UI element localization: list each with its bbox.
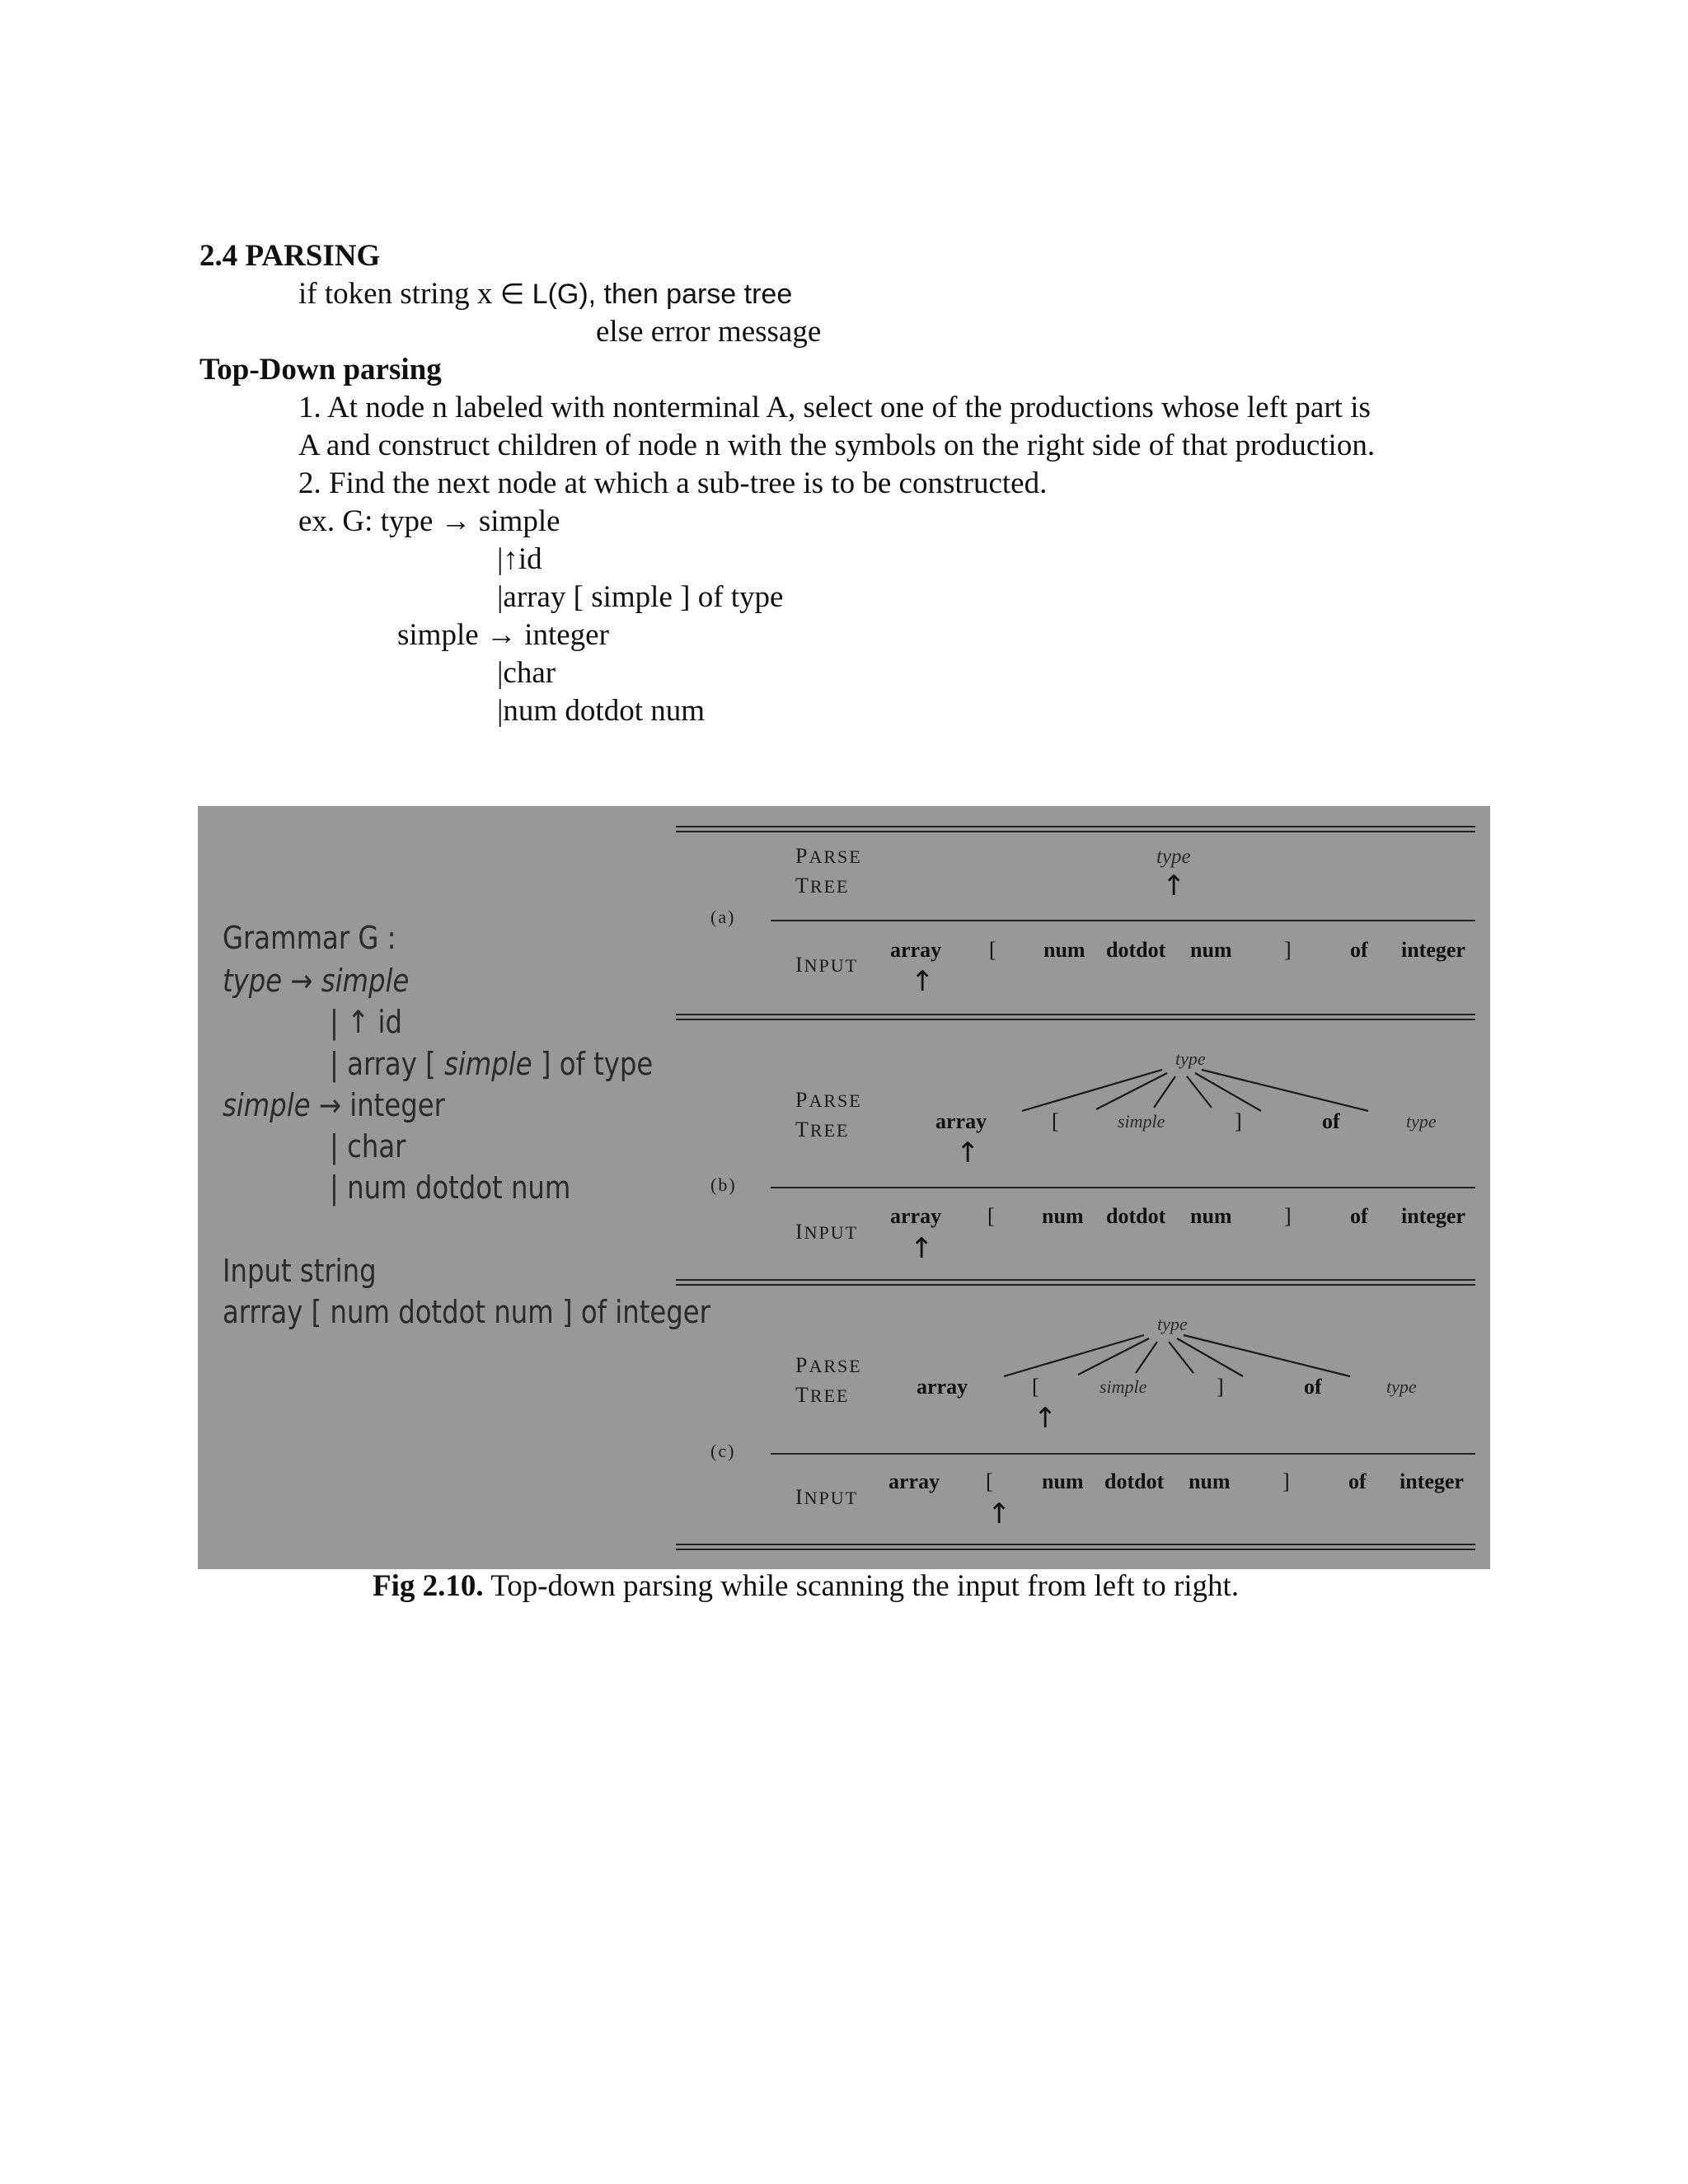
grammar-alt-char: | char xyxy=(330,1128,406,1165)
grammar-arrow: → xyxy=(282,963,321,999)
figure-caption xyxy=(373,1568,1239,1605)
input-c-token-integer: integer xyxy=(1400,1469,1464,1493)
section-title: 2.4 PARSING xyxy=(199,239,381,273)
grammar-alt-num: | num dotdot num xyxy=(330,1169,571,1206)
step1-line-a: 1. At node n labeled with nonterminal A, select one of the productions whose left part is xyxy=(298,391,1371,424)
input-a-token-dotdot: dotdot xyxy=(1106,938,1166,962)
grammar-alt-array-a: | array [ xyxy=(330,1046,444,1082)
caption-label: Fig 2.10. xyxy=(373,1569,484,1603)
tree-label-c-rest: REE xyxy=(809,1385,850,1406)
tree-a-pointer: ↑ xyxy=(1162,869,1186,902)
parse-label-a-rest: ARSE xyxy=(809,846,862,867)
panel-label-a: (a) xyxy=(710,907,736,927)
input-c-token-array: array xyxy=(889,1469,940,1493)
input-a-token-integer: integer xyxy=(1401,938,1465,962)
input-b-token-array: array xyxy=(890,1204,942,1228)
parse-label-b-rest: ARSE xyxy=(809,1090,862,1111)
tree-b-child-rbracket: ] xyxy=(1235,1109,1242,1133)
edge-c-array xyxy=(1004,1335,1144,1376)
tree-c-child-simple: simple xyxy=(1100,1376,1147,1397)
input-label-b-rest: NPUT xyxy=(804,1222,859,1243)
parse-label-c-cap: P xyxy=(795,1353,809,1377)
grammar-type-nt: type xyxy=(223,963,283,999)
edge-b-of xyxy=(1195,1073,1261,1111)
input-b-pointer: ↑ xyxy=(910,1232,934,1265)
tree-label-a-rest: REE xyxy=(809,876,850,897)
caption-text: Top-down parsing while scanning the input from left to right. xyxy=(483,1569,1240,1603)
input-a-token-num1: num xyxy=(1043,938,1085,962)
parse-label-a-cap: P xyxy=(795,844,809,868)
tree-label-a-cap: T xyxy=(795,874,810,898)
topdown-heading: Top-Down parsing xyxy=(199,353,442,387)
tree-b-pointer: ↑ xyxy=(956,1137,980,1169)
input-b-token-of: of xyxy=(1350,1204,1368,1228)
tree-b-root: type xyxy=(1175,1048,1206,1069)
example-line-4: simple → integer xyxy=(397,618,609,652)
input-b-token-rbracket: ] xyxy=(1284,1204,1292,1228)
step1-line-b: A and construct children of node n with the symbols on the right side of that production. xyxy=(298,429,1376,462)
tree-c-child-rbracket: ] xyxy=(1217,1375,1224,1399)
step2-line: 2. Find the next node at which a sub-tree is to be constructed. xyxy=(298,466,1048,500)
tree-a-root: type xyxy=(1156,846,1191,868)
tree-c-child-array: array xyxy=(917,1375,968,1399)
tree-c-pointer: ↑ xyxy=(1034,1402,1057,1435)
tree-label-c-cap: T xyxy=(795,1383,810,1407)
input-a-pointer: ↑ xyxy=(911,965,935,998)
input-label-c-rest: NPUT xyxy=(804,1488,859,1508)
edge-c-simple xyxy=(1136,1342,1157,1373)
parse-figure xyxy=(198,806,1490,1569)
input-c-token-num2: num xyxy=(1189,1469,1231,1493)
grammar-alt-array-c: ] of type xyxy=(532,1046,654,1082)
intro-line-1-serif: if token string x xyxy=(298,277,500,311)
tree-c-child-lbracket: [ xyxy=(1032,1375,1039,1399)
grammar-alt-array-simple: simple xyxy=(443,1046,532,1082)
example-line-6: |num dotdot num xyxy=(497,694,706,728)
panel-label-c: (c) xyxy=(710,1441,736,1461)
input-string-label: Input string xyxy=(223,1253,377,1289)
panel-label-b: (b) xyxy=(710,1174,737,1195)
input-c-token-rbracket: ] xyxy=(1282,1469,1290,1493)
tree-c-root: type xyxy=(1157,1314,1188,1334)
input-string: arrray [ num dotdot num ] of integer xyxy=(223,1294,710,1330)
tree-c-child-of: of xyxy=(1304,1375,1322,1399)
input-a-token-array: array xyxy=(890,938,942,962)
input-c-token-num1: num xyxy=(1042,1469,1084,1493)
tree-b-child-simple: simple xyxy=(1118,1111,1165,1132)
tree-label-b-rest: REE xyxy=(809,1120,850,1141)
input-c-token-dotdot: dotdot xyxy=(1104,1469,1165,1493)
input-c-token-of: of xyxy=(1348,1469,1367,1493)
grammar-simple-nt: simple xyxy=(321,963,410,999)
tree-b-child-lbracket: [ xyxy=(1052,1109,1059,1133)
tree-edges xyxy=(198,806,1490,1569)
input-a-token-of: of xyxy=(1350,938,1368,962)
input-b-token-lbracket: [ xyxy=(987,1204,995,1228)
intro-line-1 xyxy=(298,275,792,313)
tree-b-child-array: array xyxy=(935,1109,987,1133)
intro-line-1-sans: ∈ L(G), then parse tree xyxy=(499,279,793,310)
edge-b-array xyxy=(1022,1070,1162,1111)
input-a-token-rbracket: ] xyxy=(1284,938,1292,962)
input-b-token-num2: num xyxy=(1190,1204,1232,1228)
input-label-a-rest: NPUT xyxy=(804,955,859,976)
parse-label-b-cap: P xyxy=(795,1088,809,1112)
input-b-token-num1: num xyxy=(1042,1204,1084,1228)
input-label-b-cap: I xyxy=(795,1220,804,1244)
example-line-1: ex. G: type → simple xyxy=(298,504,560,538)
grammar-alt-id: | ↑ id xyxy=(330,1004,402,1040)
tree-c-child-type: type xyxy=(1386,1376,1417,1397)
example-line-2: |↑id xyxy=(497,542,542,576)
tree-label-b-cap: T xyxy=(795,1118,810,1141)
grammar-title: Grammar G : xyxy=(223,920,396,956)
tree-b-child-type: type xyxy=(1406,1111,1437,1132)
grammar-simple-lhs: simple xyxy=(223,1087,311,1123)
input-b-token-integer: integer xyxy=(1401,1204,1465,1228)
example-line-5: |char xyxy=(497,656,556,690)
input-label-c-cap: I xyxy=(795,1485,804,1509)
edge-b-simple xyxy=(1154,1076,1175,1108)
input-c-pointer: ↑ xyxy=(987,1497,1011,1530)
grammar-simple-rhs: → integer xyxy=(310,1087,445,1123)
intro-line-2: else error message xyxy=(596,315,822,349)
input-label-a-cap: I xyxy=(795,953,804,977)
input-c-token-lbracket: [ xyxy=(986,1469,993,1493)
parse-label-c-rest: ARSE xyxy=(809,1356,862,1376)
example-line-3: |array [ simple ] of type xyxy=(497,580,784,614)
input-a-token-num2: num xyxy=(1190,938,1232,962)
input-b-token-dotdot: dotdot xyxy=(1106,1204,1166,1228)
tree-b-child-of: of xyxy=(1322,1109,1340,1133)
input-a-token-lbracket: [ xyxy=(989,938,996,962)
edge-c-of xyxy=(1177,1338,1243,1376)
